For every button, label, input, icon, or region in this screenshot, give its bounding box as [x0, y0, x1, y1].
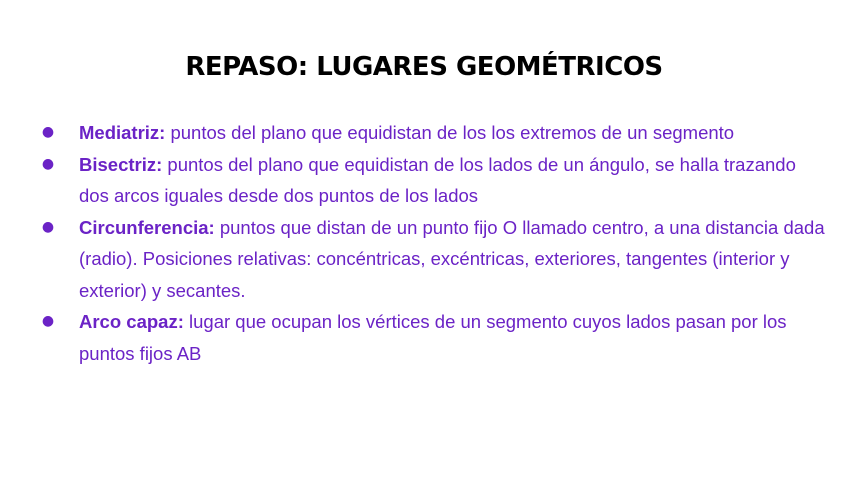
- definition-text: puntos que distan de un punto fijo O llamado centro, a una distancia dada (radio). Posiciones relativas: concéntricas, excéntricas, exteriores, tangentes (interior y exterior) y secantes.: [79, 216, 825, 301]
- slide-title: REPASO: LUGARES GEOMÉTRICOS: [185, 52, 663, 82]
- term-label: Mediatriz:: [79, 122, 166, 143]
- term-label: Bisectriz:: [79, 153, 163, 175]
- list-item-bisectriz: [40, 149, 830, 212]
- bullet-list: [40, 117, 830, 369]
- list-item-circunferencia: [40, 212, 830, 307]
- definition-text: lugar que ocupan los vértices de un segmento cuyos lados pasan por los puntos fijos AB: [79, 311, 787, 364]
- list-item-arco-capaz: [40, 306, 830, 369]
- bullet-icon: ●: [41, 313, 55, 329]
- term-label: Circunferencia:: [79, 216, 215, 238]
- bullet-icon: ●: [41, 124, 55, 140]
- bullet-icon: ●: [41, 155, 55, 172]
- bullet-icon: ●: [41, 218, 55, 235]
- definition-text: puntos del plano que equidistan de los lados de un ángulo, se halla trazando dos arcos iguales desde dos puntos de los lados: [79, 153, 796, 206]
- term-label: Arco capaz:: [79, 311, 184, 332]
- list-item-mediatriz: [40, 117, 830, 149]
- definition-text: puntos del plano que equidistan de los los extremos de un segmento: [165, 122, 735, 143]
